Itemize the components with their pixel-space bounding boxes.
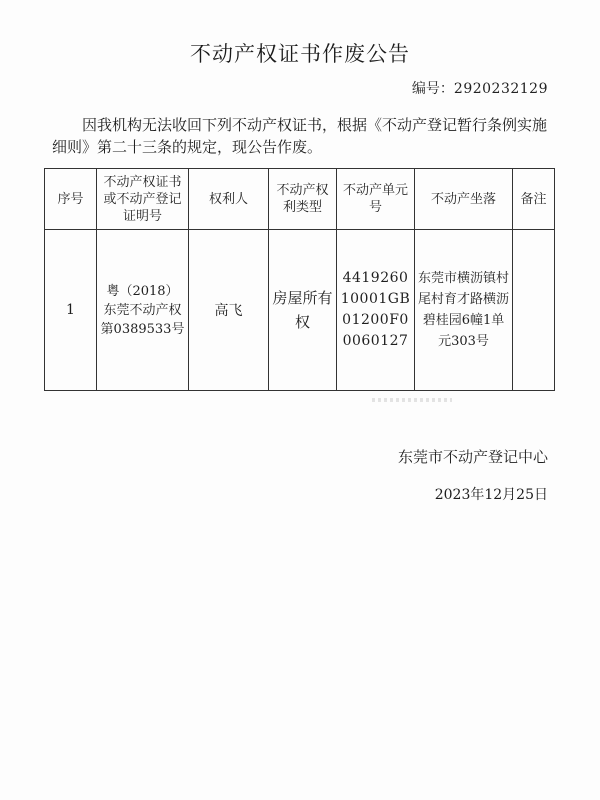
cell-holder: 高飞 <box>189 230 269 391</box>
header-remark: 备注 <box>513 169 555 230</box>
cell-index: 1 <box>45 230 97 391</box>
records-table <box>44 168 555 391</box>
issue-date: 2023年12月25日 <box>434 487 548 503</box>
cell-right-type: 房屋所有权 <box>269 230 337 391</box>
header-holder: 权利人 <box>189 169 269 230</box>
intro-paragraph: 因我机构无法收回下列不动产权证书，根据《不动产登记暂行条例实施细则》第二十三条的规定，现公告作废。 <box>52 116 548 156</box>
header-index: 序号 <box>45 169 97 230</box>
document-number-label: 编号： <box>411 81 454 97</box>
document-number-value: 2920232129 <box>453 81 548 97</box>
header-unit-no: 不动产单元号 <box>337 169 415 230</box>
header-right-type: 不动产权利类型 <box>269 169 337 230</box>
document-title: 不动产权证书作废公告 <box>190 42 410 66</box>
issuing-organization: 东莞市不动产登记中心 <box>397 448 548 466</box>
cell-remark <box>513 230 555 391</box>
document-number <box>412 78 548 98</box>
table-row <box>45 230 555 391</box>
cell-location: 东莞市横沥镇村尾村育才路横沥碧桂园6幢1单元303号 <box>415 230 513 391</box>
table-header-row <box>45 169 555 230</box>
scan-artifact <box>372 398 452 402</box>
header-location: 不动产坐落 <box>415 169 513 230</box>
header-cert: 不动产权证书或不动产登记证明号 <box>97 169 189 230</box>
cell-cert-number: 粤（2018）东莞不动产权第0389533号 <box>97 230 189 391</box>
cell-unit-number: 441926010001GB01200F00060127 <box>337 230 415 391</box>
